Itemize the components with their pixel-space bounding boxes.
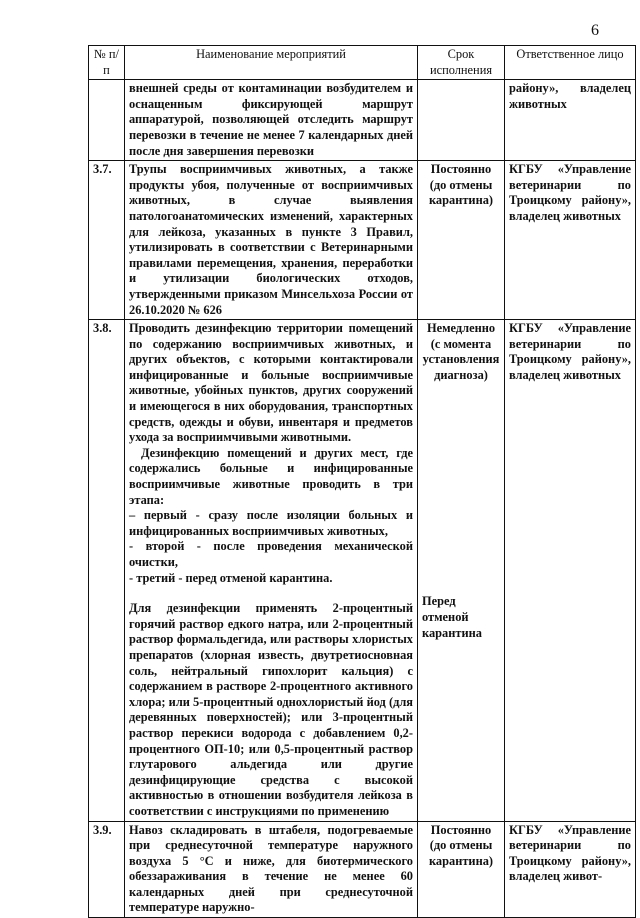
row-num	[89, 80, 125, 161]
row-activity: Навоз складировать в штабеля, подогреваемые при среднесуточной температуре наружного воздуха 5 °С и ниже, для биотермического обеззараживания в течение не менее 60 календарных дней при среднесуточной температуре наружно-	[125, 821, 418, 918]
activity-paragraph: – первый - сразу после изоляции больных и инфицированных восприимчивых животных,	[129, 508, 413, 538]
activity-paragraph: - второй - после проведения механической очистки,	[129, 539, 413, 569]
row-activity	[125, 320, 418, 821]
table-row	[89, 80, 636, 161]
header-responsible: Ответственное лицо	[505, 46, 636, 80]
table-row	[89, 161, 636, 320]
table-header-row	[89, 46, 636, 80]
activities-table	[88, 45, 636, 918]
term-text: Немедленно (с момента установления диагноза)	[422, 321, 500, 382]
activity-paragraph: - третий - перед отменой карантина.	[129, 570, 333, 585]
row-term	[418, 320, 505, 821]
row-activity: внешней среды от контаминации возбудителем и оснащенным фиксирующей маршрут аппаратурой, позволяющей отследить маршрут перевозки в течение не менее 7 календарных дней после дня завершения перевозки	[125, 80, 418, 161]
activity-paragraph: Проводить дезинфекцию территории помещений по содержанию восприимчивых животных, и других объектов, с которыми контактировали инфицированные и больные восприимчивые животные, убойных пунктов, других сооружений и имеющегося в них оборудования, транспортных средств, одежды и обуви, инвентаря и предметов ухода за восприимчивыми животными.	[129, 321, 413, 445]
row-responsible: КГБУ «Управление ветеринарии по Троицкому району», владелец живот-	[505, 821, 636, 918]
table-row	[89, 320, 636, 821]
header-term: Срок исполнения	[418, 46, 505, 80]
page-number: 6	[591, 22, 599, 39]
row-responsible: КГБУ «Управление ветеринарии по Троицкому району», владелец животных	[505, 161, 636, 320]
row-responsible: КГБУ «Управление ветеринарии по Троицкому району», владелец животных	[505, 320, 636, 821]
row-num: 3.7.	[89, 161, 125, 320]
term-text: Перед отменой карантина	[422, 594, 482, 640]
activity-paragraph: Дезинфекцию помещений и других мест, где содержались больные и инфицированные восприимчивые животные проводить в три этапа:	[129, 445, 413, 507]
row-activity: Трупы восприимчивых животных, а также продукты убоя, полученные от восприимчивых животных, в случае выявления патологоанатомических изменений, характерных для лейкоза, указанных в пункте 3 Правил, утилизировать в соответствии с Ветеринарными правилами перемещения, хранения, переработки и утилизации биологических отходов, утвержденными приказом Минсельхоза России от 26.10.2020 № 626	[125, 161, 418, 320]
row-num: 3.8.	[89, 320, 125, 821]
row-term	[418, 80, 505, 161]
row-responsible: району», владелец животных	[505, 80, 636, 161]
row-num: 3.9.	[89, 821, 125, 918]
table-row	[89, 821, 636, 918]
header-num: № п/п	[89, 46, 125, 80]
header-activity: Наименование мероприятий	[125, 46, 418, 80]
row-term: Постоянно (до отмены карантина)	[418, 821, 505, 918]
activity-paragraph: Для дезинфекции применять 2-процентный горячий раствор едкого натра, или 2-процентный раствор формальдегида, или растворы хлористых препаратов (хлорная известь, двутретиосновная соль, нейтральный гипохлорит кальция) с содержанием в растворе 2-процентного активного хлора; или 5-процентный однохлористый йод (для деревянных поверхностей); или 3-процентный раствор перекиси водорода с добавлением 0,2-процентного ОП-10; или 0,5-процентный раствор глутарового альдегида или другие дезинфицирующие средства с высокой активностью в отношении возбудителя лейкоза в соответствии с инструкциями по применению	[129, 601, 413, 818]
row-term: Постоянно (до отмены карантина)	[418, 161, 505, 320]
